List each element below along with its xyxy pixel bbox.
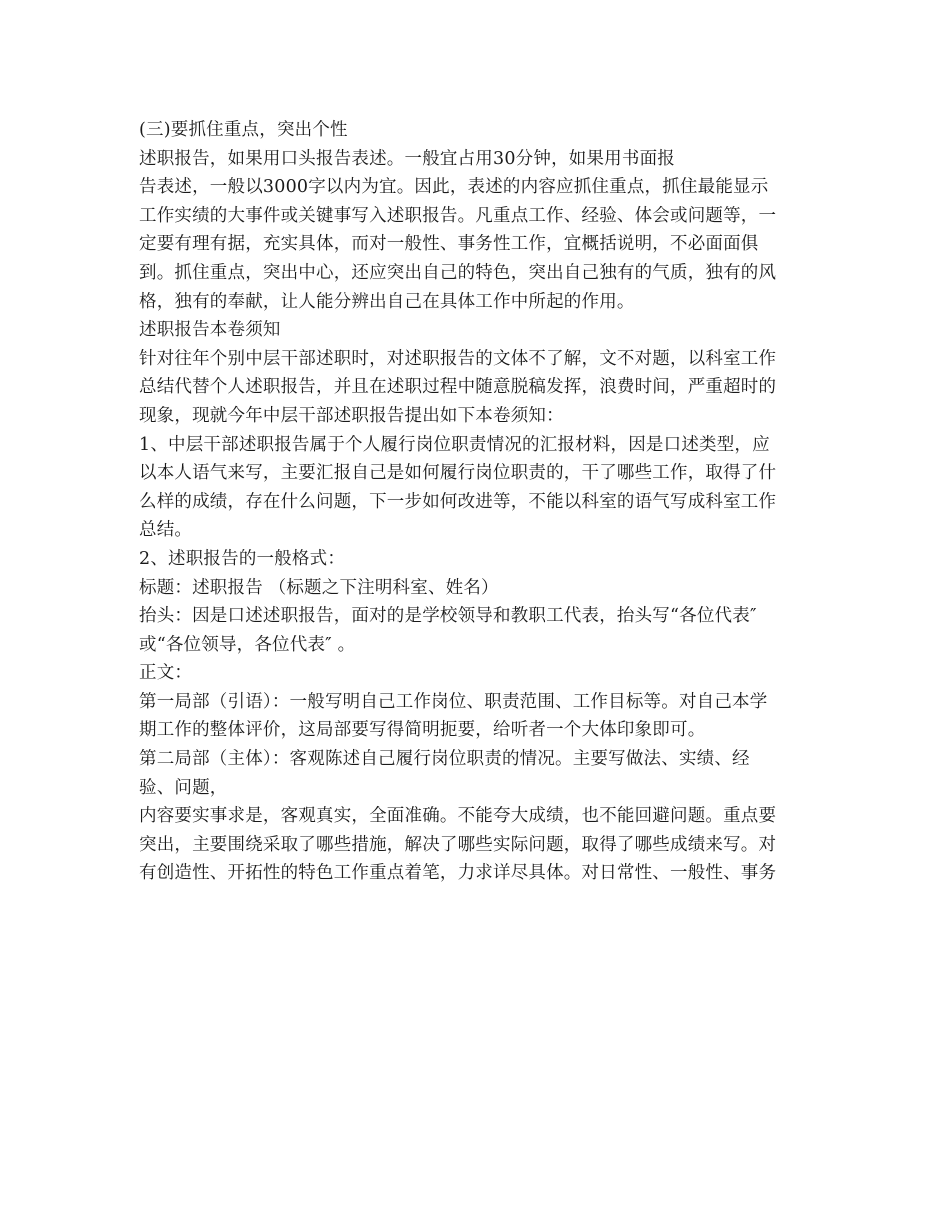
paragraph-line: 到。抓住重点，突出中心，还应突出自己的特色，突出自己独有的气质，独有的风 [139,262,777,283]
paragraph-line: 以本人语气来写，主要汇报自己是如何履行岗位职责的，干了哪些工作，取得了什 [139,463,777,484]
paragraph-line: 或“各位领导，各位代表″ 。 [139,634,356,655]
list-item-1: 1、中层干部述职报告属于个人履行岗位职责情况的汇报材料，因是口述类型，应 [139,434,770,455]
part-two-line: 第二局部（主体）：客观陈述自己履行岗位职责的情况。主要写做法、实绩、经 [139,749,750,770]
paragraph-line: 针对往年个别中层干部述职时，对述职报告的文体不了解，文不对题，以科室工作 [139,348,777,369]
paragraph-line: 么样的成绩，存在什么问题，下一步如何改进等，不能以科室的语气写成科室工作 [139,491,777,512]
paragraph-line: 期工作的整体评价，这局部要写得简明扼要，给听者一个大体印象即可。 [139,720,706,741]
paragraph-line: 格，独有的奉献，让人能分辨出自己在具体工作中所起的作用。 [139,291,635,312]
paragraph-line: 工作实绩的大事件或关键事写入述职报告。凡重点工作、经验、体会或问题等，一 [139,205,777,226]
paragraph-line: 总结。 [139,520,193,541]
section-heading-notice: 述职报告本卷须知 [139,320,281,341]
paragraph-line: 总结代替个人述职报告，并且在述职过程中随意脱稿发挥，浪费时间，严重超时的 [139,377,777,398]
list-item-2: 2、述职报告的一般格式： [139,548,346,569]
part-one-line: 第一局部（引语）：一般写明自己工作岗位、职责范围、工作目标等。对自己本学 [139,691,768,712]
paragraph-line: 突出，主要围绕采取了哪些措施，解决了哪些实际问题，取得了哪些成绩来写。对 [139,834,777,855]
document-body [139,116,819,888]
paragraph-line: 内容要实事求是，客观真实，全面准确。不能夸大成绩，也不能回避问题。重点要 [139,806,777,827]
paragraph-line: 定要有理有据，充实具体，而对一般性、事务性工作，宜概括说明，不必面面俱 [139,234,759,255]
paragraph-line: 验、问题， [139,777,228,798]
paragraph-line: 有创造性、开拓性的特色工作重点着笔，力求详尽具体。对日常性、一般性、事务 [139,863,777,884]
section-heading-focus: (三)要抓住重点，突出个性 [139,120,348,140]
format-salutation-line: 抬头：因是口述述职报告，面对的是学校领导和教职工代表，抬头写“各位代表″ [139,606,757,627]
format-body-label: 正文： [139,663,193,684]
format-title-line: 标题：述职报告 （标题之下注明科室、姓名） [139,577,499,598]
paragraph-line: 告表述，一般以3000字以内为宜。因此，表述的内容应抓住重点，抓住最能显示 [139,177,769,198]
paragraph-line: 现象，现就今年中层干部述职报告提出如下本卷须知： [139,405,564,426]
paragraph-line: 述职报告，如果用口头报告表述。一般宜占用30分钟，如果用书面报 [139,148,675,169]
